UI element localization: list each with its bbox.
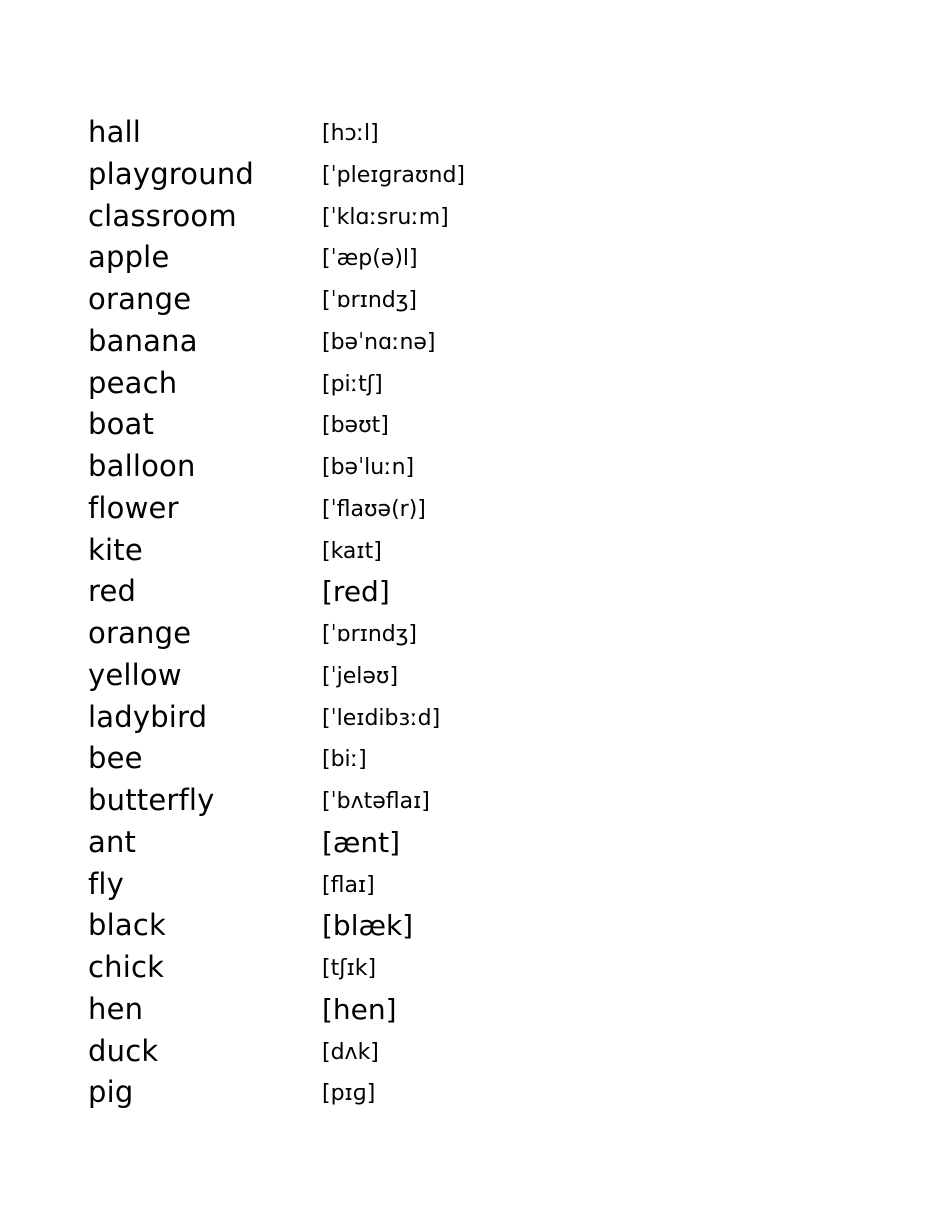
vocab-row-boat xyxy=(88,403,848,445)
phonetic-transcription: [hen] xyxy=(322,992,397,1026)
phonetic-transcription: [hɔːl] xyxy=(322,121,379,146)
english-word: ant xyxy=(88,824,137,859)
phonetic-transcription: [ˈpleɪɡraʊnd] xyxy=(322,162,465,188)
phonetic-transcription: [bəˈluːn] xyxy=(322,455,415,480)
vocab-row-apple xyxy=(88,236,848,278)
english-word: peach xyxy=(88,365,178,400)
vocab-row-orange-2 xyxy=(88,612,848,654)
vocab-row-ladybird xyxy=(88,696,848,738)
english-word: classroom xyxy=(88,198,237,233)
vocab-row-kite xyxy=(88,529,848,571)
phonetic-transcription: [blæk] xyxy=(322,909,414,943)
english-word: chick xyxy=(88,950,165,984)
english-word: duck xyxy=(88,1033,159,1068)
english-word: red xyxy=(88,574,137,609)
phonetic-transcription: [ˈjeləʊ] xyxy=(322,663,399,689)
phonetic-transcription: [bəʊt] xyxy=(322,413,389,439)
phonetic-transcription: [ˈflaʊə(r)] xyxy=(322,496,426,522)
phonetic-transcription: [red] xyxy=(322,575,390,609)
vocab-row-classroom xyxy=(88,195,848,237)
vocab-row-banana xyxy=(88,320,848,362)
english-word: banana xyxy=(88,323,198,358)
english-word: hall xyxy=(88,115,142,149)
english-word: ladybird xyxy=(88,699,208,734)
vocabulary-list xyxy=(88,111,848,1113)
phonetic-transcription: [pɪɡ] xyxy=(322,1081,376,1107)
vocab-row-red xyxy=(88,570,848,612)
phonetic-transcription: [dʌk] xyxy=(322,1039,379,1065)
english-word: fly xyxy=(88,866,125,901)
english-word: orange xyxy=(88,282,192,316)
english-word: balloon xyxy=(88,449,196,483)
phonetic-transcription: [ˈæp(ə)l] xyxy=(322,246,418,272)
phonetic-transcription: [bəˈnɑːnə] xyxy=(322,329,436,355)
vocab-row-hall xyxy=(88,111,848,153)
english-word: flower xyxy=(88,490,179,525)
vocab-row-butterfly xyxy=(88,779,848,821)
vocab-row-playground xyxy=(88,153,848,195)
phonetic-transcription: [ˈɒrɪndʒ] xyxy=(322,622,418,647)
english-word: apple xyxy=(88,240,170,275)
english-word: bee xyxy=(88,741,143,776)
english-word: yellow xyxy=(88,657,182,692)
phonetic-transcription: [ˈleɪdibɜːd] xyxy=(322,705,441,731)
english-word: boat xyxy=(88,407,155,442)
english-word: black xyxy=(88,908,166,943)
vocab-row-bee xyxy=(88,737,848,779)
phonetic-transcription: [ˈɒrɪndʒ] xyxy=(322,288,418,313)
english-word: orange xyxy=(88,616,192,650)
vocab-row-black xyxy=(88,904,848,946)
phonetic-transcription: [biː] xyxy=(322,747,367,773)
phonetic-transcription: [ˈklɑːsruːm] xyxy=(322,204,449,230)
phonetic-transcription: [flaɪ] xyxy=(322,872,375,898)
english-word: playground xyxy=(88,156,255,191)
vocab-row-yellow xyxy=(88,654,848,696)
vocab-row-hen xyxy=(88,988,848,1030)
phonetic-transcription: [piːtʃ] xyxy=(322,371,383,397)
vocab-row-fly xyxy=(88,863,848,905)
vocab-row-orange xyxy=(88,278,848,320)
english-word: butterfly xyxy=(88,783,215,817)
english-word: kite xyxy=(88,532,143,567)
english-word: hen xyxy=(88,991,144,1026)
phonetic-transcription: [ˈbʌtəflaɪ] xyxy=(322,789,430,814)
phonetic-transcription: [kaɪt] xyxy=(322,538,382,564)
vocab-row-pig xyxy=(88,1071,848,1113)
vocab-row-peach xyxy=(88,362,848,404)
vocab-row-duck xyxy=(88,1030,848,1072)
english-word: pig xyxy=(88,1075,134,1110)
vocab-row-balloon xyxy=(88,445,848,487)
vocab-row-flower xyxy=(88,487,848,529)
vocab-row-ant xyxy=(88,821,848,863)
phonetic-transcription: [tʃɪk] xyxy=(322,956,377,981)
phonetic-transcription: [ænt] xyxy=(322,825,401,859)
vocab-row-chick xyxy=(88,946,848,988)
